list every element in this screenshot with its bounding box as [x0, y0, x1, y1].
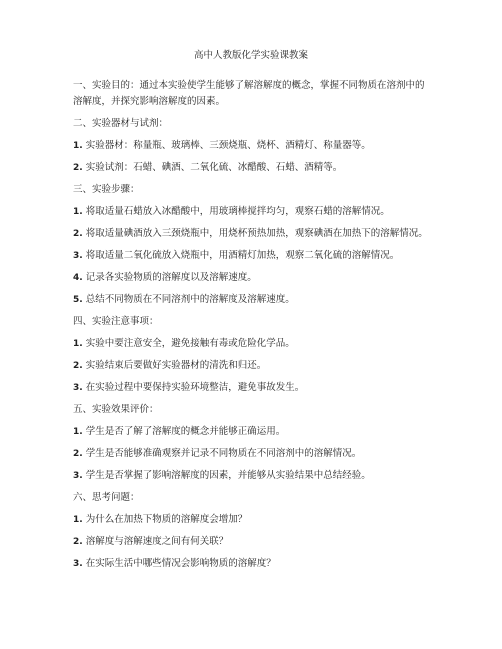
- list-item: [73, 360, 433, 372]
- item-number: 1.: [73, 141, 83, 151]
- item-text: 实验结束后要做好实验器材的清洗和归还。: [85, 360, 267, 371]
- item-number: 4.: [73, 273, 83, 283]
- list-item: [73, 206, 433, 218]
- item-text: 学生是否掌握了影响溶解度的因素，并能够从实验结果中总结经验。: [85, 470, 371, 481]
- objective-paragraph: 一、实验目的：通过本实验使学生能够了解溶解度的概念，掌握不同物质在溶剂中的溶解度，并探究影响溶解度的因素。: [73, 80, 425, 107]
- item-number: 1.: [73, 339, 83, 349]
- steps-heading: 三、实验步骤：: [73, 184, 140, 195]
- list-item: [73, 558, 433, 570]
- list-item: [73, 514, 433, 526]
- list-item: [73, 272, 433, 284]
- list-item: [73, 140, 433, 152]
- item-text: 实验器材：称量瓶、玻璃棒、三颈烧瓶、烧杯、酒精灯、称量器等。: [85, 140, 371, 151]
- item-number: 1.: [73, 207, 83, 217]
- item-text: 为什么在加热下物质的溶解度会增加？: [85, 514, 248, 525]
- list-item: [73, 228, 433, 240]
- item-number: 3.: [73, 559, 83, 569]
- list-item: [73, 426, 433, 438]
- item-text: 将取适量二氧化硫放入烧瓶中，用酒精灯加热，观察二氧化硫的溶解情况。: [85, 250, 400, 261]
- item-text: 学生是否能够准确观察并记录不同物质在不同溶剂中的溶解情况。: [85, 448, 362, 459]
- item-number: 3.: [73, 251, 83, 261]
- item-number: 2.: [73, 449, 83, 459]
- list-item: [73, 382, 433, 394]
- item-text: 在实验过程中要保持实验环境整洁，避免事故发生。: [85, 382, 305, 393]
- list-item: [73, 294, 433, 306]
- item-number: 3.: [73, 383, 83, 393]
- item-number: 2.: [73, 537, 83, 547]
- item-number: 5.: [73, 295, 83, 305]
- list-item: [73, 448, 433, 460]
- list-item: [73, 338, 433, 350]
- list-item: [73, 250, 433, 262]
- questions-heading: 六、思考问题：: [73, 492, 140, 503]
- item-text: 学生是否了解了溶解度的概念并能够正确运用。: [85, 426, 286, 437]
- item-number: 3.: [73, 471, 83, 481]
- item-number: 2.: [73, 361, 83, 371]
- item-text: 总结不同物质在不同溶剂中的溶解度及溶解速度。: [85, 294, 295, 305]
- list-item: [73, 162, 433, 174]
- materials-heading: 二、实验器材与试剂：: [73, 118, 169, 129]
- item-text: 将取适量石蜡放入冰醋酸中，用玻璃棒搅拌均匀，观察石蜡的溶解情况。: [85, 206, 390, 217]
- list-item: [73, 536, 433, 548]
- item-number: 1.: [73, 427, 83, 437]
- item-text: 溶解度与溶解速度之间有何关联？: [85, 536, 229, 547]
- item-number: 1.: [73, 515, 83, 525]
- item-text: 实验试剂：石蜡、碘酒、二氧化硫、冰醋酸、石蜡、酒精等。: [85, 162, 343, 173]
- item-text: 记录各实验物质的溶解度以及溶解速度。: [85, 272, 257, 283]
- notes-heading: 四、实验注意事项：: [73, 316, 159, 327]
- item-text: 将取适量碘酒放入三颈烧瓶中，用烧杯预热加热，观察碘酒在加热下的溶解情况。: [85, 228, 428, 239]
- item-number: 2.: [73, 229, 83, 239]
- list-item: [73, 470, 433, 482]
- evaluation-heading: 五、实验效果评价：: [73, 404, 159, 415]
- document-title: 高中人教版化学实验课教案: [193, 50, 308, 61]
- item-text: 在实际生活中哪些情况会影响物质的溶解度？: [85, 558, 276, 569]
- item-number: 2.: [73, 163, 83, 173]
- item-text: 实验中要注意安全，避免接触有毒或危险化学品。: [85, 338, 295, 349]
